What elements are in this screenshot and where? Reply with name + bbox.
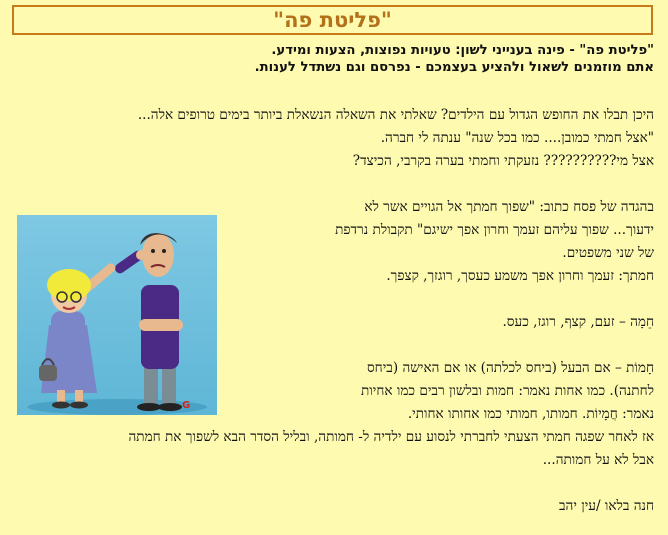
author-signature: חנה בלאו /עין יהב <box>558 498 654 514</box>
article-line: "אצל חמתי כמובן.... כמו בכל שנה" ענתה לי חברה. <box>380 130 654 146</box>
article-line: ידעוך... שפוך עליהם זעמך וחרון אפך ישיגם" תקבולת נרדפת <box>335 222 654 238</box>
article-line: של שני משפטים. <box>562 245 654 261</box>
intro-line: "פליטת פה" - פינה בענייני לשון: טעויות נפוצות, הצעות ומידע. <box>271 43 654 58</box>
article-line: אצל מי?????????? נזעקתי וחמתי בערה בקרבי, הכיצד? <box>352 153 654 169</box>
intro <box>14 42 654 76</box>
article-line: חָמוֹת – אם הבעל (ביחס לכלתה) או אם האישה (ביחס <box>366 360 654 376</box>
article-line: חֵמָה – זעם, קצף, רוגז, כעס. <box>502 314 654 330</box>
intro-line: אתם מוזמנים לשאול ולהציע בעצמכם - נפרסם וגם נשתדל לענות. <box>254 60 654 75</box>
article-line: חמתך: זעמך וחרון אפך משמע כעסך, רוגזך, קצפך. <box>386 268 654 284</box>
page-title: "פליטת פה" <box>273 8 392 32</box>
cartoon-logo-icon: G <box>182 400 191 411</box>
article-line: בהגדה של פסח כתוב: "שפוך חמתך אל הגויים אשר לא <box>364 199 654 215</box>
article-line: נאמר: חֲמָיוֹת. חמותו, חמותי כמו אחותו אחותי. <box>407 406 654 422</box>
title-box <box>12 5 653 35</box>
article-body <box>14 104 654 518</box>
article-line: היכן תבלו את החופש הגדול עם הילדים? שאלתי את השאלה הנשאלת ביותר בימים טרופים אלה... <box>137 107 654 123</box>
article-line: אבל לא על חמותה... <box>542 452 654 468</box>
article-line: אז לאחר שפגה חמתי הצעתי לחברתי לנסוע עם ילדיה ל- חמותה, ובליל הסדר הבא לשפוך את חמתה <box>128 429 654 445</box>
article-line: לחתנה). כמו אחות נאמר: חמות ובלשון רבים כמו אחיות <box>361 383 654 399</box>
